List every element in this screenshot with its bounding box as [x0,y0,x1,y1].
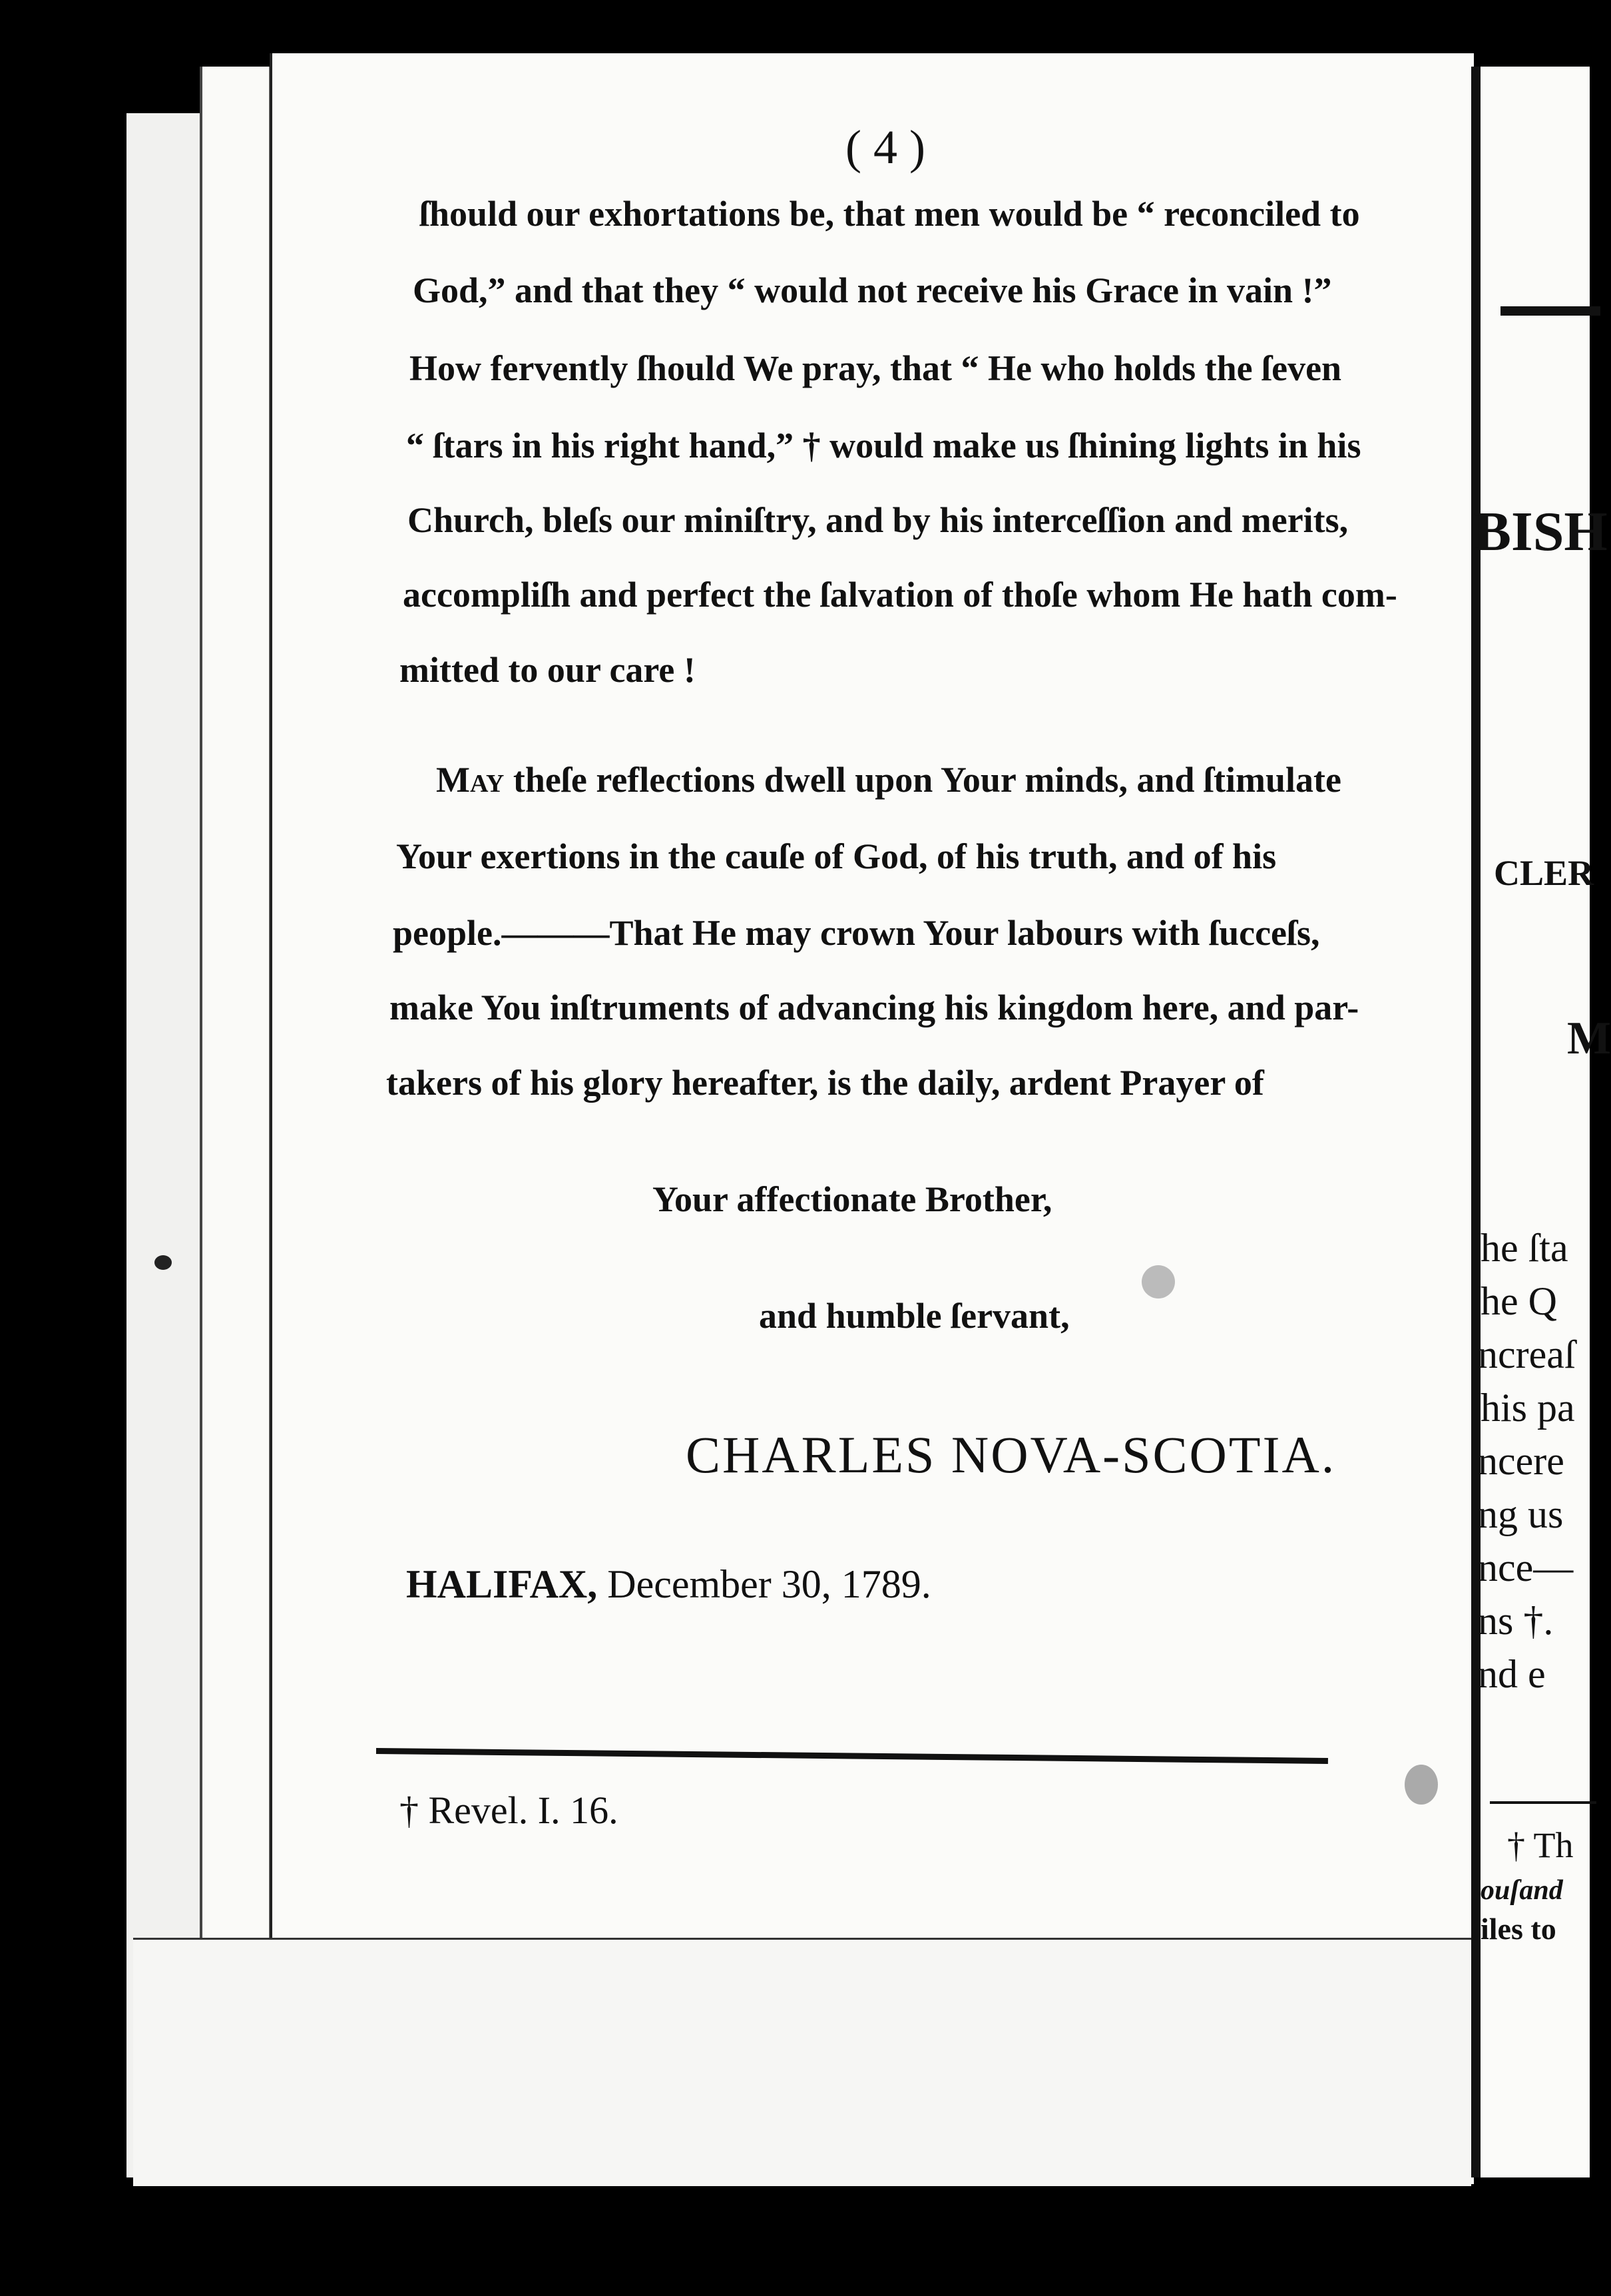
adjacent-text: M [1567,1013,1611,1064]
lead-word: May [436,760,505,800]
text-line [436,759,1341,800]
place-date [406,1562,931,1607]
adjacent-text: ng us [1478,1492,1564,1536]
place: HALIFAX, [406,1562,598,1606]
text-line: ſhould our exhortations be, that men would be “ reconciled to [419,194,1360,234]
adjacent-text: ncreaſ [1478,1332,1576,1376]
footnote: † Revel. I. 16. [399,1789,618,1832]
adjacent-text: his pa [1481,1386,1575,1430]
text-line: make You inſtruments of advancing his kingdom here, and par- [389,988,1359,1027]
date: December 30, 1789. [597,1562,931,1606]
scan-lower-band [133,1938,1471,2186]
ink-blot [154,1255,172,1270]
stain [1142,1265,1175,1298]
signature: CHARLES NOVA-SCOTIA. [686,1426,1337,1484]
adjacent-text: he ſta [1481,1226,1568,1270]
adjacent-text: nce— [1478,1546,1574,1589]
text-line: How fervently ſhould We pray, that “ He who holds the ſeven [409,348,1342,388]
adjacent-text: CLER [1494,853,1594,893]
text-line: Your exertions in the cauſe of God, of his truth, and of his [396,836,1277,876]
adjacent-text: † Th [1507,1825,1574,1865]
page-number: ( 4 ) [845,121,925,174]
adjacent-text: BISH [1474,501,1608,563]
text-line: Church, bleſs our miniſtry, and by his interceſſion and merits, [407,500,1349,540]
text-line-rest: theſe reflections dwell upon Your minds, and ſtimulate [504,760,1341,800]
closing-servant: and humble ſervant, [759,1296,1070,1336]
text-line: takers of his glory hereafter, is the daily, ardent Prayer of [386,1063,1264,1103]
adjacent-text: ns †. [1478,1599,1554,1643]
text-line: God,” and that they “ would not receive his Grace in vain !” [413,270,1332,310]
adjacent-text: ouſand [1481,1875,1563,1906]
previous-page-edge [200,67,271,2164]
adjacent-text: iles to [1481,1912,1556,1946]
adjacent-text: he Q [1481,1279,1557,1323]
text-line: accompliſh and perfect the ſalvation of thoſe whom He hath com- [403,575,1397,615]
adjacent-page [1471,67,1611,2177]
stain [1405,1765,1438,1805]
closing-salutation: Your affectionate Brother, [652,1179,1052,1219]
text-line: mitted to our care ! [399,650,696,690]
text-line: people.———That He may crown Your labours with ſucceſs, [393,913,1320,953]
text-line: “ ſtars in his right hand,” † would make us ſhining lights in his [406,426,1361,465]
adjacent-footnote-rule [1490,1801,1596,1804]
adjacent-text: nd e [1478,1652,1546,1696]
adjacent-rule [1500,306,1600,316]
adjacent-text: ncere [1478,1439,1564,1483]
